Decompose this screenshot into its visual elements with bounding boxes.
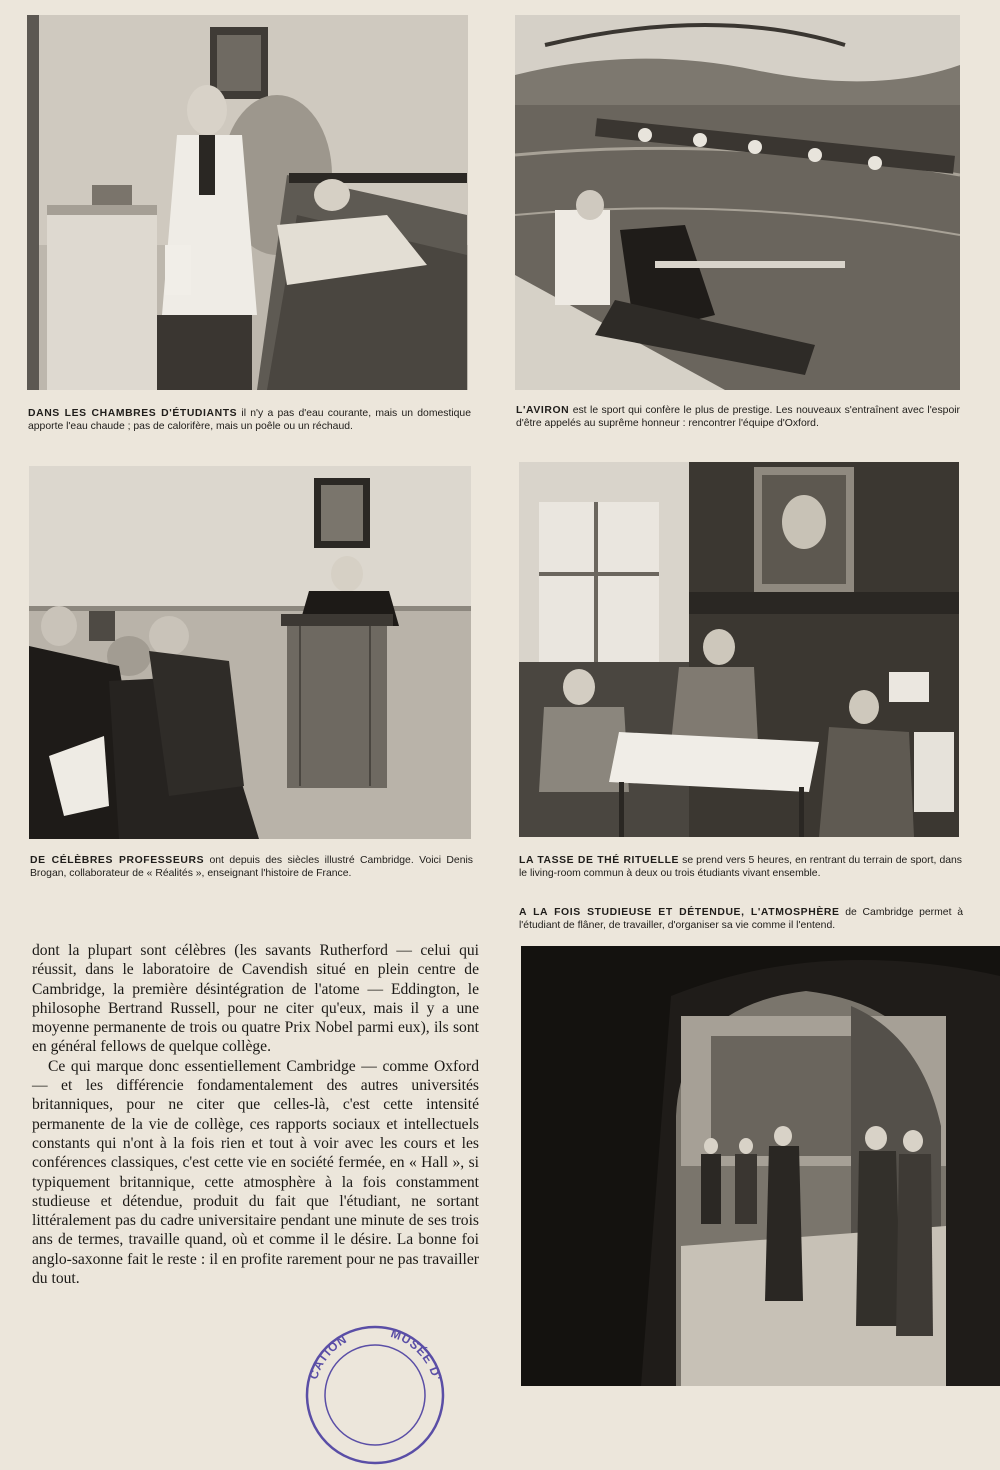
photo-professor <box>29 466 471 839</box>
caption-rowing <box>516 404 960 430</box>
caption-lead: A LA FOIS STUDIEUSE ET DÉTENDUE, L'ATMOSPHÈRE <box>519 907 840 918</box>
caption-professors <box>30 854 473 880</box>
caption-student-rooms <box>28 407 471 433</box>
caption-lead: DANS LES CHAMBRES D'ÉTUDIANTS <box>28 408 238 419</box>
photo-rowing-boats <box>515 15 960 390</box>
photo-student-room-servant <box>27 15 468 390</box>
caption-text: de Cambridge permet à l'étudiant de flâner, de travailler, d'organiser sa vie comme il l'entend. <box>519 907 963 931</box>
article-paragraph: Ce qui marque donc essentiellement Cambridge — comme Oxford — et les différencie fondamentalement des autres universités britanniques, pour ne citer que celles-là, c'est cette intensité permanente de la vie de collège, ces rapports sociaux et intellectuels constants qui n'ont à la fois rien et tout à voir avec les cours et les conférences classiques, c'est cette vie en société fermée, en « Hall », si typiquement britannique, cette atmosphère à la fois constamment studieuse et détendue, produit du fait que l'étudiant, ne sortant littéralement pas du cadre universitaire pendant une minute de ses trois ans de termes, travaille quand, où et comme il le désire. La bonne foi anglo-saxonne fait le reste : il en profite rarement pour ne pas travailler du tout. <box>32 1057 479 1288</box>
caption-lead: L'AVIRON <box>516 405 570 416</box>
article-paragraph: dont la plupart sont célèbres (les savants Rutherford — celui qui réussit, dans le laboratoire de Cavendish situé en plein centre de Cambridge, la première désintégration de l'atome — Eddington, le philosophe Bertrand Russell, pour ne citer qu'eux, mais il y a une moyenne permanente de trois ou quatre Prix Nobel parmi eux), ils sont en général fellows de quelque collège. <box>32 942 479 1056</box>
caption-text: ont depuis des siècles illustré Cambridge. Voici Denis Brogan, collaborateur de « Réalités », enseignant l'histoire de France. <box>30 855 473 879</box>
stamp-text-right: MUSÉE D' <box>388 1326 445 1383</box>
photo-archway <box>521 946 1000 1386</box>
stamp-text-left: CATION <box>306 1331 350 1382</box>
caption-lead: LA TASSE DE THÉ RITUELLE <box>519 855 680 866</box>
photo-tea-room <box>519 462 959 837</box>
caption-lead: DE CÉLÈBRES PROFESSEURS <box>30 855 205 866</box>
caption-text: il n'y a pas d'eau courante, mais un domestique apporte l'eau chaude ; pas de calorifère, mais un poêle ou un réchaud. <box>28 408 471 432</box>
museum-stamp <box>300 1320 450 1470</box>
article-body <box>32 941 479 1288</box>
stamp-seal-icon <box>300 1320 450 1470</box>
svg-text:MUSÉE D' <box>389 1326 444 1382</box>
caption-text: se prend vers 5 heures, en rentrant du terrain de sport, dans le living-room commun à deux ou trois étudiants vivant ensemble. <box>519 855 962 879</box>
photo-archway-students <box>521 946 1000 1386</box>
photo-professor-lecture <box>29 466 471 839</box>
caption-text: est le sport qui confère le plus de prestige. Les nouveaux s'entraînent avec l'espoir d'être appelés au suprême honneur : rencontrer l'équipe d'Oxford. <box>516 405 960 429</box>
photo-student-room <box>27 15 468 390</box>
photo-tea <box>519 462 959 837</box>
caption-tea <box>519 854 962 880</box>
photo-rowing <box>515 15 960 390</box>
caption-atmosphere <box>519 906 963 932</box>
